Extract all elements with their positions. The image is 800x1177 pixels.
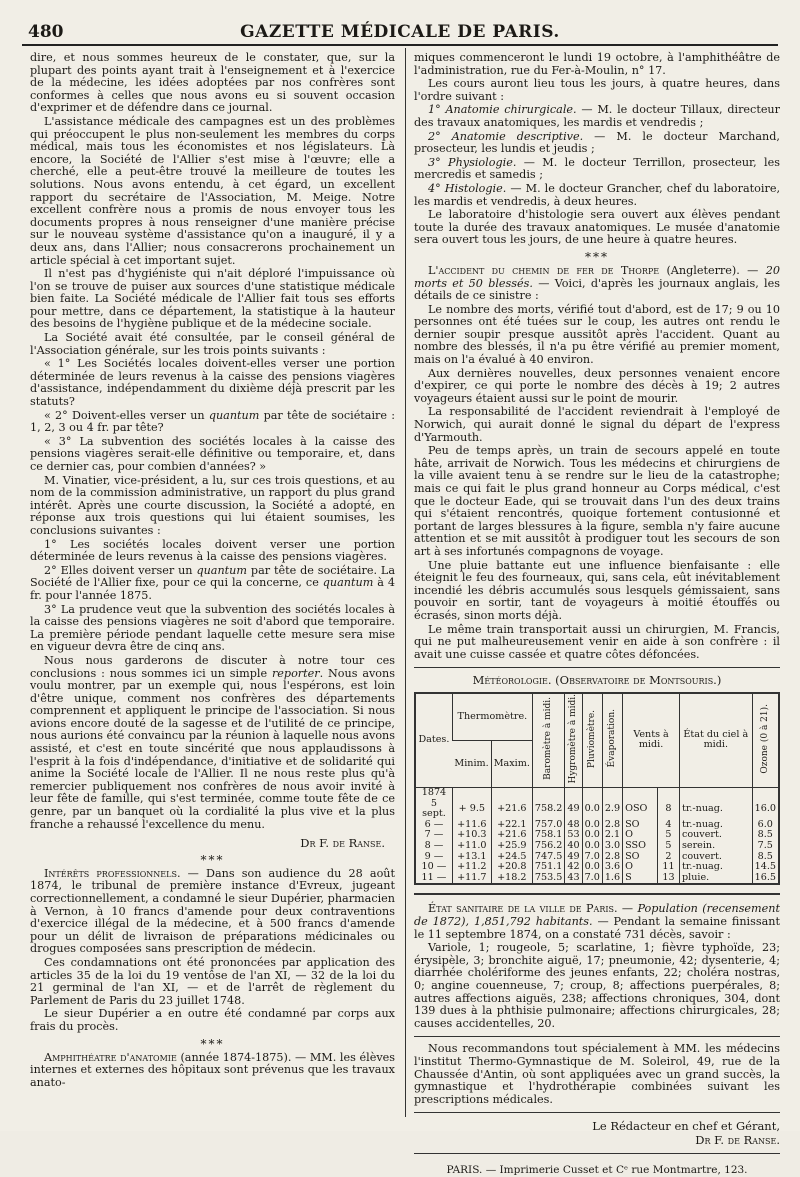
text: par tête de sociétaire : 1, 2, 3 ou 4 fr. par tête? [30,408,395,435]
weather-cell-ozone: 8.5 [752,852,779,863]
col-ciel: État du ciel à midi. [679,693,752,788]
weather-cell-min: + 9.5 [452,799,491,820]
col-pluvio [582,693,602,788]
editor-signature [414,1119,780,1147]
section-heading: État sanitaire de la ville de Paris. [428,902,618,916]
col-min: Minim. [452,741,491,788]
weather-cell-baro: 758.2 [532,799,564,820]
weather-cell-max: +21.6 [491,799,532,820]
course-item [414,104,780,129]
journal-title: GAZETTE MÉDICALE DE PARIS. [240,22,560,42]
paragraph: Le laboratoire d'histologie sera ouvert aux élèves pendant toute la durée des travaux anatomiques. Le musée d'anatomie sera ouvert tous les jours, de une heure à quatre heures. [414,208,780,247]
weather-cell-ciel: tr.-nuag. [679,862,752,873]
weather-cell-evap: 3.0 [602,841,622,852]
weather-cell-baro: 758.1 [532,830,564,841]
course-item [414,157,780,182]
weather-cell-min: +10.3 [452,830,491,841]
text: — M. le docteur Grancher, chef du laboratoire, les mardis et vendredis, à deux heures. [414,181,780,208]
section-heading: Intérêts professionnels. [44,866,181,880]
header-text: Pluviomètre. [586,709,597,768]
weather-cell-force: 2 [657,852,679,863]
conclusion-3: 3° La prudence veut que la subvention des sociétés locales à la caisse des pensions viagères ne soit d'abord que temporaire. La première période pendant laquelle cette mesure sera mise en vigueur devra être de cinq ans. [30,602,395,654]
right-column [414,52,780,1177]
italic-text: Population [637,902,698,916]
text: (Angleterre). — [659,263,766,277]
header-text: Évaporation. [607,709,618,768]
weather-cell-hygro: 40 [565,841,582,852]
italic-text: quantum [196,563,247,577]
text: . Nous avons voulu montrer, par un exemple qui, nous l'espérons, est loin d'être unique, comment nos confrères des départements comprennent et appliquent le principe de l'association. Si nous avions encore douté de la sagesse et de l'utilité de ce principe, nous aurions été convaincu par la réunion à laquelle nous avons assisté, et c'est en toute sincérité que nous applaudissons à l'esprit à la fois d'indépendance, d'initiative et de solidarité qui anime la Société locale de l'Allier. Il ne nous reste plus qu'à remercier publiquement nos confrères de nous avoir invité à leur fête de famille, qui s'est terminée, comme toute fête de ce genre, par un banquet où la cordialité la plus vive et la plus franche a rehaussé l'excellence du menu. [30,666,395,831]
course-item [414,131,780,156]
col-dates: Dates. [415,693,452,788]
weather-cell-force: 5 [657,830,679,841]
weather-cell-baro: 756.2 [532,841,564,852]
weather-cell-hygro: 49 [565,852,582,863]
section-stars: *** [200,1036,225,1051]
paragraph: M. Vinatier, vice-président, a lu, sur ces trois questions, et au nom de la commission administrative, un rapport du plus grand intérêt. Après une courte discussion, la Société a adopté, en réponse aux trois questions qui lui étaient soumises, les conclusions suivantes : [30,473,395,537]
course-item [414,183,780,208]
weather-cell-evap: 2.8 [602,820,622,831]
section-accident [414,265,780,303]
weather-cell-pluvio: 0.0 [582,830,602,841]
divider [414,1153,780,1154]
weather-cell-evap: 2.8 [602,852,622,863]
weather-cell-pluvio: 0.0 [582,862,602,873]
header-rule [22,44,778,46]
weather-cell-baro: 757.0 [532,820,564,831]
weather-row [415,873,779,885]
divider [414,667,780,668]
weather-cell-ciel: tr.-nuag. [679,799,752,820]
section-interets [30,868,395,956]
paragraph: Ces condamnations ont été prononcées par application des articles 35 de la loi du 19 ventôse de l'an XI, — 32 de la loi du 21 germinal de l'an XI, — et de l'arrêt de règlement du Parlement de Paris du 23 juillet 1748. [30,955,395,1007]
weather-cell-ciel: couvert. [679,830,752,841]
text: à 4 fr. pour l'année 1875. [30,576,395,602]
weather-cell-hygro: 43 [565,873,582,885]
paragraph: dire, et nous sommes heureux de le constater, que, sur la plupart des points ayant trait à l'enseignement et à l'exercice de la médecine, les idées adoptées par nos confrères sont conformes à celles que nous avons eu si souvent occasion d'exprimer et de défendre dans ce journal. [30,51,395,115]
weather-cell-min: +11.6 [452,820,491,831]
weather-cell-force: 13 [657,873,679,885]
italic-text: 2° Anatomie descriptive. [428,129,584,143]
text: — Pendant la semaine finissant le 11 septembre 1874, on a constaté 731 décès, savoir : [414,914,780,941]
weather-cell-ozone: 8.5 [752,830,779,841]
weather-cell-ozone: 14.5 [752,862,779,873]
text: Nous nous garderons de discuter à notre tour ces conclusions : nous sommes ici un simple [30,653,395,680]
weather-cell-vent: SO [623,852,658,863]
weather-cell-hygro: 42 [565,862,582,873]
weather-cell-min: +11.0 [452,841,491,852]
weather-cell-max: +21.6 [491,830,532,841]
text: — [617,902,638,916]
weather-cell-force: 5 [657,841,679,852]
italic-text: 3° Physiologie. [428,155,517,169]
page-header [28,22,772,42]
weather-cell-ciel: tr.-nuag. [679,820,752,831]
text: 2° Elles doivent verser un [44,563,193,577]
section-heading: Amphithéatre d'anatomie [44,1050,177,1064]
weather-cell-baro: 751.1 [532,862,564,873]
weather-cell-force: 4 [657,820,679,831]
col-baro [532,693,564,788]
weather-cell-pluvio: 7.0 [582,873,602,885]
weather-cell-pluvio: 0.0 [582,820,602,831]
weather-cell-hygro: 49 [565,799,582,820]
conclusion-2 [30,565,395,603]
col-hygro [565,693,582,788]
paragraph: Variole, 1; rougeole, 5; scarlatine, 1; fièvre typhoïde, 23; érysipèle, 3; bronchite aiguë, 17; pneumonie, 42; dysenterie, 4; diarrhée cholériforme des jeunes enfants, 22; choléra nostras, 0; angine couenneuse, 7; croup, 8; affections puerpérales, 8; autres affections aiguës, 238; affections chroniques, 304, dont 139 dues à la phthisie pulmonaire; affections chirurgicales, 28; causes accidentelles, 20. [414,941,780,1030]
weather-cell-baro: 747.5 [532,852,564,863]
weather-cell-vent: O [623,830,658,841]
paragraph: La Société avait été consultée, par le conseil général de l'Association générale, sur les trois points suivants : [30,331,395,357]
weather-cell-max: +22.1 [491,820,532,831]
weather-cell-min: +11.7 [452,873,491,885]
weather-cell-date: 11 — [421,871,447,883]
weather-cell-max: +24.5 [491,852,532,863]
paragraph: Les cours auront lieu tous les jours, à quatre heures, dans l'ordre suivant : [414,77,780,103]
weather-cell-ciel: serein. [679,841,752,852]
header-text: Baromètre à midi. [543,697,554,781]
page-number: 480 [28,22,64,42]
paragraph [30,655,395,831]
imprint: PARIS. — Imprimerie Cusset et Cᵉ rue Montmartre, 123. [446,1164,748,1177]
italic-text: quantum [322,576,374,590]
question-2 [30,410,395,435]
text: — Dans son audience du 28 août 1874, le tribunal de première instance d'Evreux, jugeant correctionnellement, a condamné le sieur Dupérier, pharmacien à Vernon, à 10 francs d'amende pour deux contraventions d'exercice illégal de la médecine, et à 500 francs d'amende pour un délit de livraison de préparations médicinales ou drogues composées sans prescription de médecin. [30,866,396,956]
year-cell: 1874 [421,787,447,799]
left-column [30,52,395,1090]
weather-row [415,799,779,820]
weather-cell-date: 6 — [424,818,444,830]
weather-cell-ciel: pluie. [679,873,752,885]
col-ozone [752,693,779,788]
weather-row [415,841,779,852]
weather-cell-hygro: 48 [565,820,582,831]
paragraph: La responsabilité de l'accident reviendrait à l'employé de Norwich, qui aurait donné le signal du départ de l'express d'Yarmouth. [414,405,780,444]
italic-text: quantum [208,408,260,422]
weather-cell-ozone: 7.5 [752,841,779,852]
paragraph: Il n'est pas d'hygiéniste qui n'ait déploré l'impuissance où l'on se trouve de puiser aux sources d'une statistique médicale bien faite. La Société médicale de l'Allier fait tous ses efforts pour mettre, dans ce département, la statistique à la hauteur des besoins de l'hygiène publique et de la médecine sociale. [30,267,395,331]
weather-cell-vent: SO [623,820,658,831]
divider [414,893,780,895]
paragraph: Le même train transportait aussi un chirurgien, M. Francis, qui ne put malheureusement venir en aide à son confrère : il avait une cuisse cassée et quatre côtes défoncées. [414,622,780,661]
paragraph: miques commenceront le lundi 19 octobre, à l'amphithéâtre de l'administration, rue du Fer-à-Moulin, n° 17. [414,51,780,77]
italic-text: 20 morts et 50 blessés. [414,263,780,290]
question-3: « 3° La subvention des sociétés locales à la caisse des pensions viagères serait-elle définitive ou temporaire, et, dans ce dernier cas, pour combien d'années? » [30,434,395,473]
italic-text: reporter [271,666,320,680]
weather-cell-max: +20.8 [491,862,532,873]
text: par tête de sociétaire. La Société de l'Allier fixe, pour ce qui la concerne, ce [30,563,396,590]
text: — M. le docteur Tillaux, directeur des travaux anatomiques, les mardis et vendredis ; [414,103,780,129]
text: — M. le docteur Marchand, prosecteur, les lundis et jeudis ; [414,129,780,156]
weather-cell-pluvio: 0.0 [582,841,602,852]
text: — Voici, d'après les journaux anglais, les détails de ce sinistre : [414,276,780,303]
signature: Dr F. de Ranse. [300,836,385,851]
weather-table [414,692,780,885]
section-amphitheatre [30,1052,395,1090]
weather-cell-vent: SSO [623,841,658,852]
weather-cell-date: 9 — [424,850,444,862]
header-text: Ozone (0 à 21). [760,703,770,774]
weather-cell-hygro: 53 [565,830,582,841]
paragraph: Une pluie battante eut une influence bienfaisante : elle éteignit le feu des fourneaux, qui, sans cela, eût inévitablement incendié les débris accumulés sous lesquels gémissaient, sans pouvoir en sortir, tant de voyageurs à moitié étouffés ou écrasés, sinon morts déjà. [414,558,780,622]
question-1: « 1° Les Sociétés locales doivent-elles verser une portion déterminée de leurs revenus à la caisse des pensions viagères d'assistance, indépendamment du dixième déjà prescrit par les statuts? [30,357,395,409]
meteo-title: Météorologie. (Observatoire de Montsouris.) [472,673,722,688]
advertisement: Nous recommandons tout spécialement à MM. les médecins l'institut Thermo-Gymnastique de M. Soleirol, 49, rue de la Chaussée d'Antin, où sont appliquées avec un grand succès, la gymnastique et l'hydrothérapie combinées suivant les prescriptions médicales. [414,1042,780,1106]
weather-cell-pluvio: 0.0 [582,799,602,820]
column-divider [405,48,406,1117]
col-vents: Vents à midi. [623,693,680,788]
paragraph: L'assistance médicale des campagnes est un des problèmes qui préoccupent le plus non-seulement les membres du corps médical, mais tous les économistes et nos législateurs. Là encore, la Société de l'Allier s'est mise à l'œuvre; elle a cherché, elle a peut-être trouvé la meilleure de toutes les solutions. Nous avons entendu, à cet égard, un excellent rapport du secrétaire de l'Association, M. Meige. Notre excellent confrère nous a promis de nous envoyer tous les documents propres à nous renseigner d'une manière précise sur le nouveau système d'assistance qu'on a inauguré, il y a deux ans, dans l'Allier; nous consacrerons prochainement un article spécial à cet important sujet. [30,114,395,267]
paragraph: Aux dernières nouvelles, deux personnes venaient encore d'expirer, ce qui porte le nombre des décès à 19; 2 autres voyageurs étaient aussi sur le point de mourir. [414,366,780,405]
conclusion-1: 1° Les sociétés locales doivent verser une portion déterminée de leurs revenus à la caisse des pensions viagères. [30,537,395,564]
text: (année 1874-1875). — MM. les élèves internes et externes des hôpitaux sont prévenus que les travaux anato- [30,1050,396,1089]
weather-cell-ozone: 16.5 [752,873,779,885]
col-thermo: Thermomètre. [452,693,532,741]
weather-cell-ozone: 6.0 [752,820,779,831]
weather-cell-max: +25.9 [491,841,532,852]
weather-cell-min: +11.2 [452,862,491,873]
weather-cell-force: 8 [657,799,679,820]
section-etat-sanitaire [414,903,780,941]
text: — M. le docteur Terrillon, prosecteur, les mercredis et samedis ; [414,155,781,182]
editor-title: Le Rédacteur en chef et Gérant, [592,1119,780,1134]
italic-text: 1,851,792 habitants. [473,914,593,928]
divider [414,1112,780,1113]
weather-cell-pluvio: 7.0 [582,852,602,863]
weather-cell-ciel: couvert. [679,852,752,863]
weather-cell-date: 7 — [424,829,444,841]
paragraph: Le sieur Dupérier a en outre été condamné par corps aux frais du procès. [30,1007,395,1033]
year-row [415,788,779,799]
section-stars: *** [585,249,609,264]
italic-text: 4° Histologie. [428,181,507,195]
weather-cell-min: +13.1 [452,852,491,863]
section-stars: *** [200,852,225,867]
divider [414,1036,780,1037]
weather-cell-evap: 3.6 [602,862,622,873]
weather-cell-vent: S [623,873,658,885]
col-max: Maxim. [491,741,532,788]
weather-cell-ozone: 16.0 [752,799,779,820]
weather-cell-evap: 2.1 [602,830,622,841]
weather-cell-vent: O [623,862,658,873]
weather-cell-baro: 753.5 [532,873,564,885]
weather-cell-evap: 2.9 [602,799,622,820]
weather-cell-date: 8 — [424,840,444,851]
weather-cell-date: 10 — [421,861,447,873]
weather-cell-max: +18.2 [491,873,532,885]
paragraph: Le nombre des morts, vérifié tout d'abord, est de 17; 9 ou 10 personnes ont été tuées sur le coup, les autres ont rendu le dernier soupir presque aussitôt après l'accident. Quant au nombre des blessés, il n'a pu être vérifié au premier moment, mais on l'a évalué à 40 environ. [414,302,780,367]
italic-text: (recensement de 1872), [414,902,780,928]
col-evap [602,693,622,788]
weather-cell-evap: 1.6 [602,873,622,885]
weather-cell-vent: OSO [623,799,658,820]
editor-name: Dr F. de Ranse. [695,1133,780,1148]
paragraph: Peu de temps après, un train de secours appelé en toute hâte, arrivait de Norwich. Tous les médecins et chirurgiens de la ville avaient tenu à se rendre sur le lieu de la catastrophe; mais ce qui fait le plus grand honneur au Corps médical, c'est que le docteur Eade, qui se trouvait dans l'un des deux trains qui s'étaient rencontrés, quoique fortement contusionné et portant de larges blessures à la figure, sembla n'y faire aucune attention et se mit aussitôt à prodiguer tout les secours de son art à ses infortunés compagnons de voyage. [414,444,780,558]
weather-cell-force: 11 [657,862,679,873]
section-heading: L'accident du chemin de fer de Thorpe [428,263,660,277]
header-text: Hygromètre à midi. [568,693,579,784]
italic-text: 1° Anatomie chirurgicale. [428,103,577,117]
text: « 2° Doivent-elles verser un [44,408,205,422]
weather-cell-date: 5 sept. [422,797,446,820]
